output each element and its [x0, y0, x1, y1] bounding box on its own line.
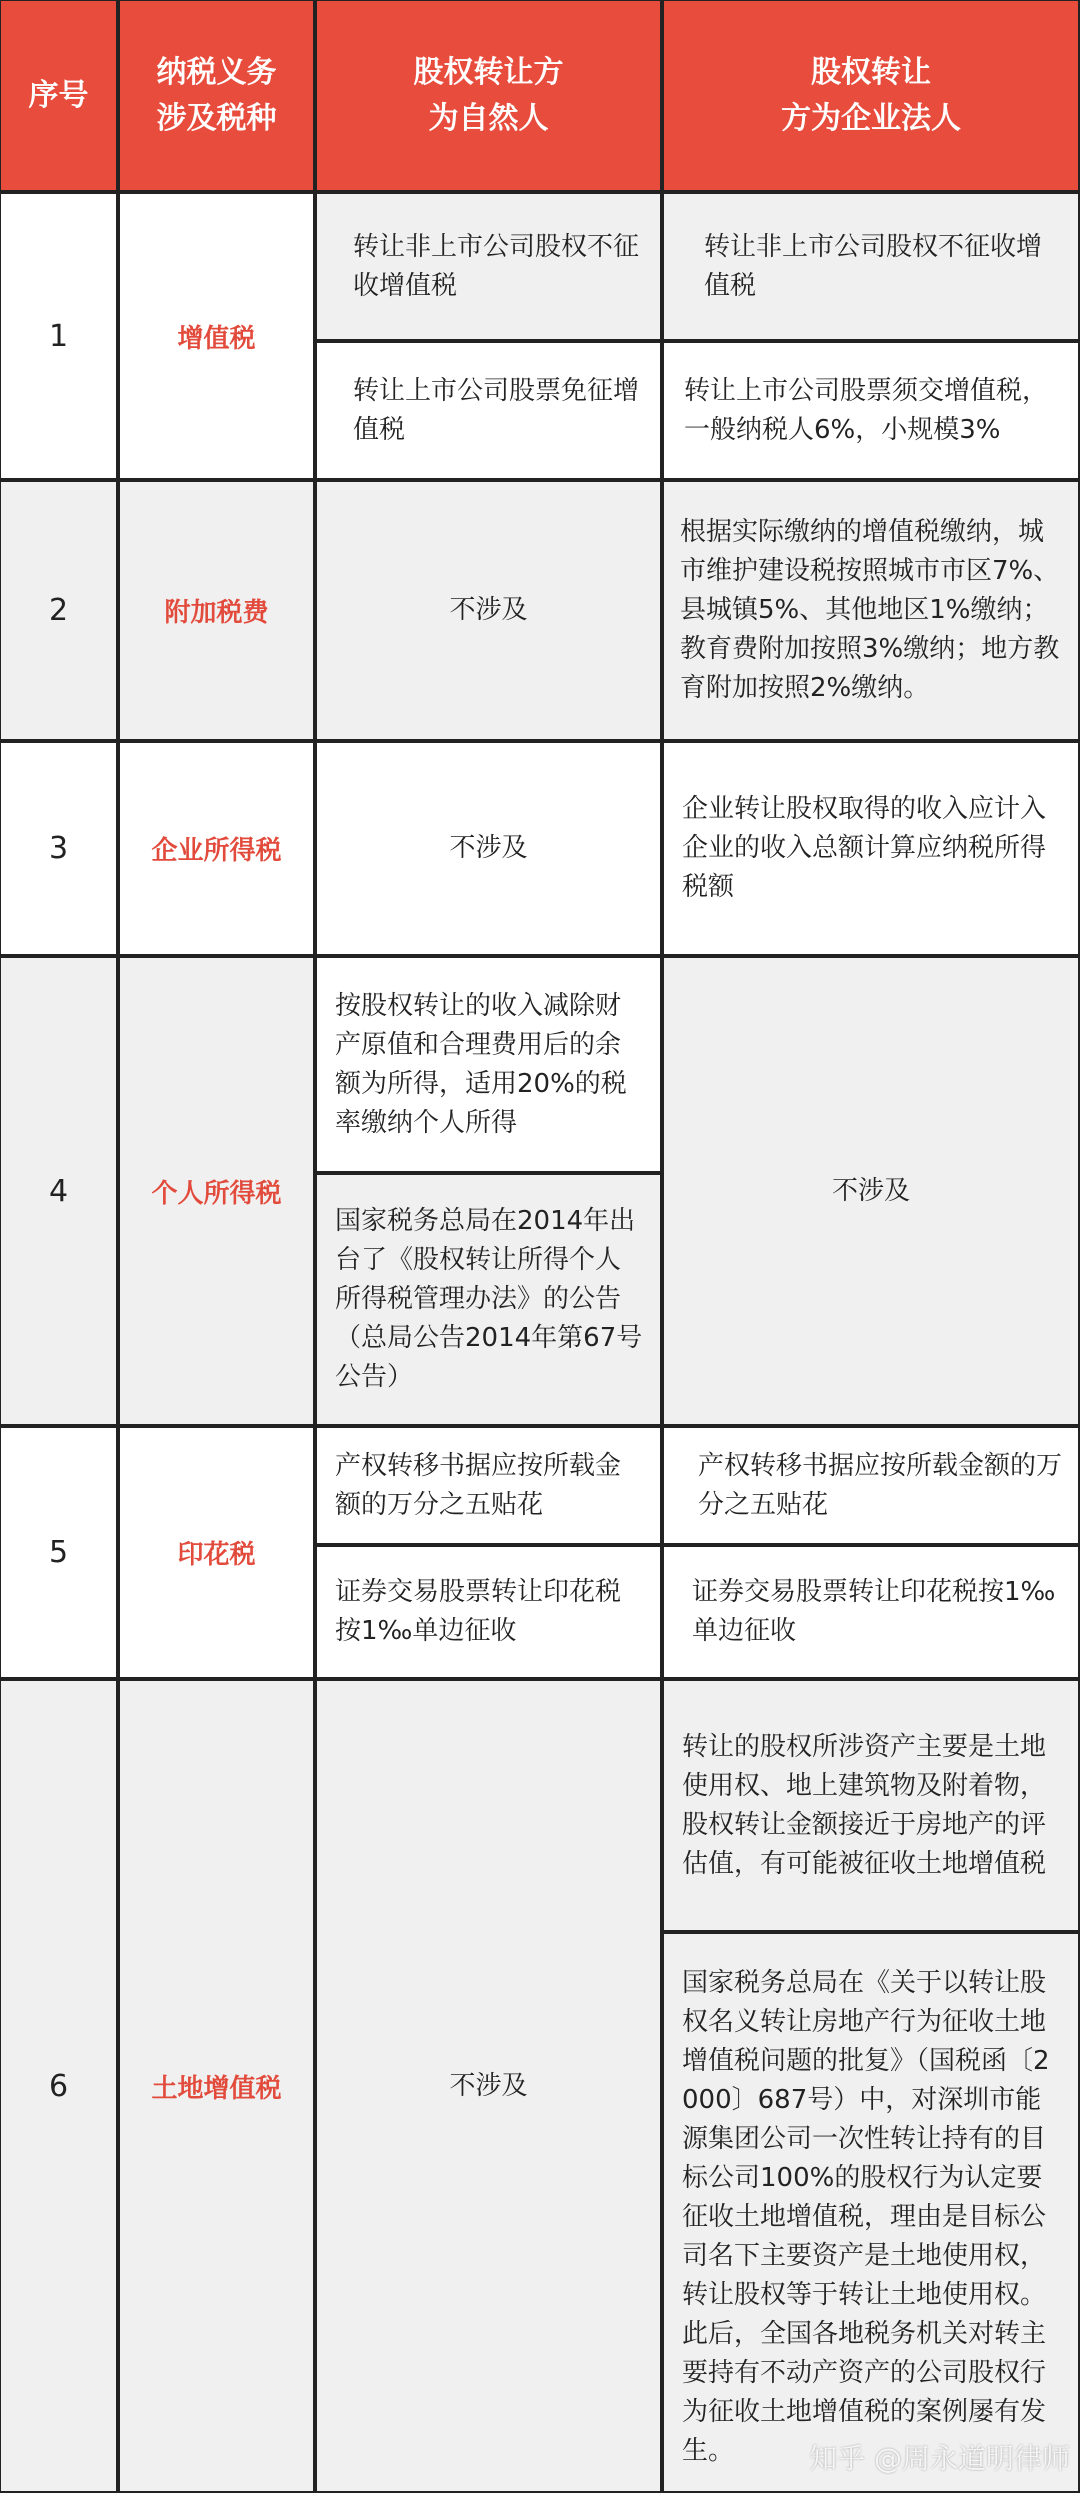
header-corporate-l2: 方为企业法人 [781, 100, 961, 136]
row4-natural-b-text: 国家税务总局在2014年出台了《股权转让所得个人所得税管理办法》的公告（总局公告2014年第67号公告） [335, 1206, 643, 1392]
row6-corporate-b [662, 1932, 1080, 2493]
row1-index-text: 1 [48, 318, 69, 354]
row4-tax [118, 956, 315, 1426]
row6-natural [315, 1679, 662, 2493]
row1-natural-a-text: 转让非上市公司股权不征收增值税 [353, 231, 640, 301]
row1-natural-b-text: 转让上市公司股票免征增值税 [353, 375, 640, 445]
row5-corporate-a-text: 产权转移书据应按所载金额的万分之五贴花 [698, 1450, 1063, 1520]
row3-index-text: 3 [48, 831, 69, 866]
row5-corporate-a [662, 1426, 1080, 1545]
row3-corporate-text: 企业转让股权取得的收入应计入企业的收入总额计算应纳税所得税额 [682, 794, 1047, 902]
row3-tax [118, 741, 315, 956]
row4-natural-b [315, 1173, 662, 1426]
row3-corporate [662, 741, 1080, 956]
row2-corporate-text: 根据实际缴纳的增值税缴纳，城市维护建设税按照城市市区7%、县城镇5%、其他地区1%缴纳；教育费附加按照3%缴纳；地方教育附加按照2%缴纳。 [680, 517, 1060, 703]
header-natural-person-l2: 为自然人 [428, 100, 549, 136]
row6-corporate-a [662, 1679, 1080, 1932]
row4-corporate-text: 不涉及 [831, 1175, 910, 1206]
row1-tax-text: 增值税 [177, 323, 256, 354]
row6-corporate-b-text: 国家税务总局在《关于以转让股权名义转让房地产行为征收土地增值税问题的批复》（国税函〔2000〕687号）中，对深圳市能源集团公司一次性转让持有的目标公司100%的股权行为认定要征收土地增值税，理由是目标公司名下主要资产是土地使用权，转让股权等于转让土地使用权。此后，全国各地税务机关对转主要持有不动产资产的公司股权行为征收土地增值税的案例屡有发生。 [682, 1968, 1050, 2466]
header-tax-type-text [157, 50, 277, 142]
row6-natural-text: 不涉及 [449, 2070, 528, 2101]
row2-index-text: 2 [48, 593, 69, 628]
row1-natural-b [315, 341, 662, 480]
header-corporate-l1: 股权转让 [811, 54, 931, 90]
row2-tax-text: 附加税费 [164, 598, 269, 628]
row2-tax [118, 480, 315, 741]
row6-index-text: 6 [48, 2068, 69, 2104]
header-tax-type-l2: 涉及税种 [156, 100, 277, 136]
row2-natural-text: 不涉及 [449, 595, 528, 625]
header-index [0, 0, 118, 192]
header-natural-person [315, 0, 662, 192]
header-natural-person-l1: 股权转让方 [413, 54, 564, 90]
row6-corporate-a-text: 转让的股权所涉资产主要是土地使用权、地上建筑物及附着物，股权转让金额接近于房地产的评估值，有可能被征收土地增值税 [682, 1731, 1047, 1879]
header-index-text: 序号 [28, 77, 89, 113]
header-tax-type [118, 0, 315, 192]
header-corporate-text [781, 50, 961, 142]
row5-tax-text: 印花税 [177, 1540, 256, 1570]
row6-tax-text: 土地增值税 [151, 2073, 282, 2104]
row5-index-text: 5 [48, 1535, 69, 1570]
header-natural-person-text [414, 50, 564, 142]
row5-natural-b [315, 1545, 662, 1679]
row3-natural [315, 741, 662, 956]
row4-natural-a-text: 按股权转让的收入减除财产原值和合理费用后的余额为所得，适用20%的税率缴纳个人所得 [335, 990, 627, 1138]
row1-index [0, 192, 118, 480]
row5-corporate-b-text: 证券交易股票转让印花税按1‰单边征收 [692, 1577, 1056, 1646]
row5-natural-b-text: 证券交易股票转让印花税按1‰单边征收 [335, 1577, 622, 1646]
row4-corporate [662, 956, 1080, 1426]
row2-index [0, 480, 118, 741]
row2-natural [315, 480, 662, 741]
row3-tax-text: 企业所得税 [151, 836, 282, 866]
header-tax-type-l1: 纳税义务 [156, 54, 277, 90]
row4-tax-text: 个人所得税 [151, 1178, 282, 1209]
row1-corporate-b-text: 转让上市公司股票须交增值税，一般纳税人6%，小规模3% [684, 375, 1049, 445]
row3-natural-text: 不涉及 [449, 833, 528, 863]
row5-natural-a-text: 产权转移书据应按所载金额的万分之五贴花 [335, 1450, 622, 1520]
row6-index [0, 1679, 118, 2493]
row1-corporate-b [662, 341, 1080, 480]
row4-index-text: 4 [48, 1173, 69, 1209]
row5-natural-a [315, 1426, 662, 1545]
row6-tax [118, 1679, 315, 2493]
row1-natural-a [315, 192, 662, 341]
row5-tax [118, 1426, 315, 1679]
row5-index [0, 1426, 118, 1679]
row4-natural-a [315, 956, 662, 1173]
row3-index [0, 741, 118, 956]
row4-index [0, 956, 118, 1426]
row5-corporate-b [662, 1545, 1080, 1679]
row2-corporate [662, 480, 1080, 741]
watermark: 知乎 @周永道明律师 [809, 2442, 1070, 2475]
row1-corporate-a [662, 192, 1080, 341]
row1-tax [118, 192, 315, 480]
row1-corporate-a-text: 转让非上市公司股权不征收增值税 [704, 231, 1043, 301]
header-corporate [662, 0, 1080, 192]
